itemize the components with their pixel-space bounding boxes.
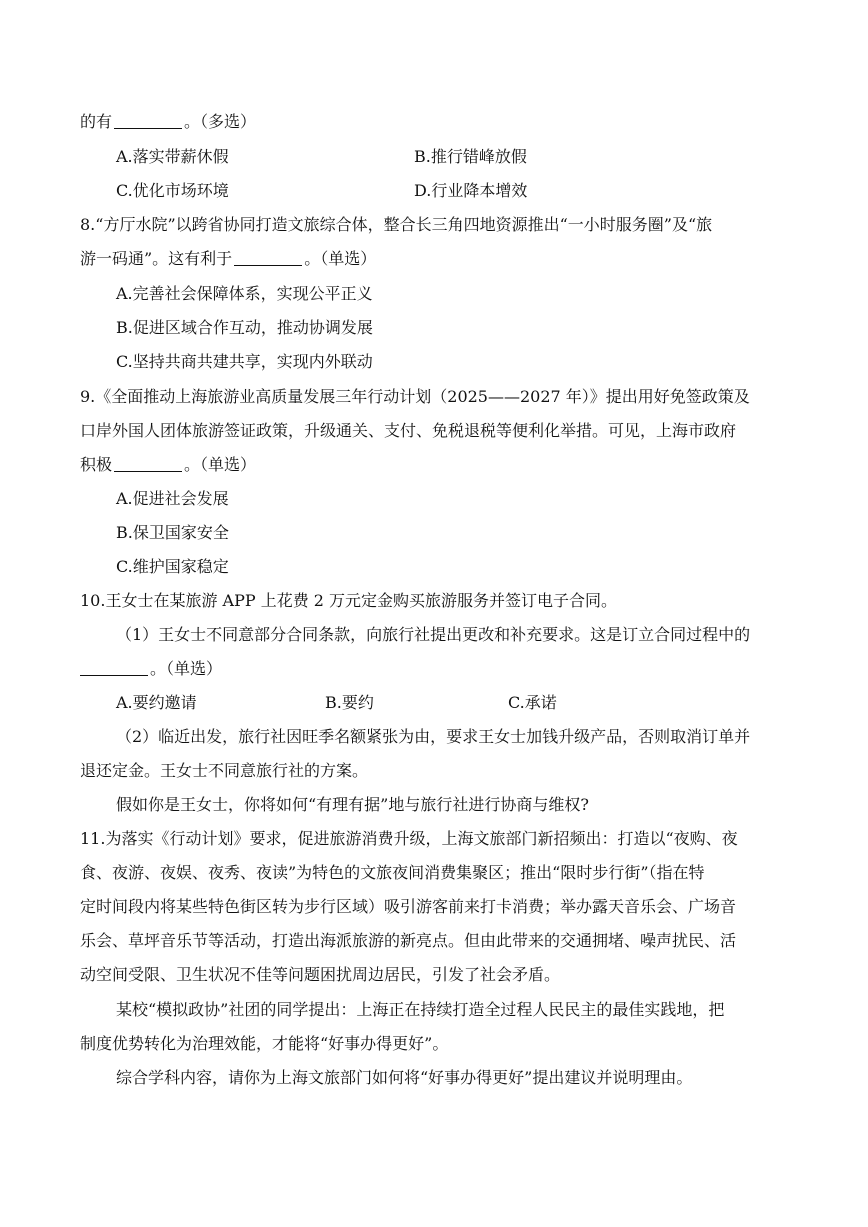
- answer-blank: [114, 112, 182, 129]
- q11-stem-line1: 11.为落实《行动计划》要求，促进旅游消费升级，上海文旅部门新招频出：打造以“夜购、夜: [80, 829, 738, 848]
- q7-option-d: D.行业降本增效: [414, 181, 528, 200]
- q10-option-a: A.要约邀请: [116, 693, 197, 712]
- q9-option-b: B.保卫国家安全: [116, 523, 229, 542]
- q8-stem-line1: 8.“方厅水院”以跨省协同打造文旅综合体，整合长三角四地资源推出“一小时服务圈”及“旅: [80, 215, 713, 234]
- q11-para2-line2: 制度优势转化为治理效能，才能将“好事办得更好”。: [80, 1034, 449, 1053]
- q11-stem-line4: 乐会、草坪音乐节等活动，打造出海派旅游的新亮点。但由此带来的交通拥堵、噪声扰民、活: [80, 931, 737, 950]
- answer-blank: [114, 455, 182, 472]
- q11-stem-line5: 动空间受限、卫生状况不佳等问题困扰周边居民，引发了社会矛盾。: [80, 965, 561, 984]
- q11-stem-line3: 定时间段内将某些特色街区转为步行区域）吸引游客前来打卡消费；举办露天音乐会、广场音: [80, 897, 737, 916]
- answer-blank: [234, 249, 302, 266]
- answer-blank: [80, 659, 148, 676]
- q10-stem: 10.王女士在某旅游 APP 上花费 2 万元定金购买旅游服务并签订电子合同。: [80, 591, 618, 610]
- q9-stem-line2: 口岸外国人团体旅游签证政策，升级通关、支付、免税退税等便利化举措。可见，上海市政府: [80, 421, 737, 440]
- q8-option-b: B.促进区域合作互动，推动协调发展: [116, 318, 373, 337]
- q10-sub1-line2: 。（单选）: [80, 659, 222, 679]
- q7-option-a: A.落实带薪休假: [116, 147, 229, 166]
- q10-option-c: C.承诺: [508, 693, 557, 712]
- q10-sub2-line2: 退还定金。王女士不同意旅行社的方案。: [80, 761, 369, 780]
- q9-stem-line3: 积极 。（单选）: [80, 455, 257, 474]
- q10-sub2-line1: （2）临近出发，旅行社因旺季名额紧张为由，要求王女士加钱升级产品，否则取消订单并: [116, 727, 751, 746]
- q7-option-c: C.优化市场环境: [116, 181, 229, 200]
- q11-para2-line1: 某校“模拟政协”社团的同学提出：上海正在持续打造全过程人民民主的最佳实践地，把: [116, 1000, 725, 1019]
- q9-option-c: C.维护国家稳定: [116, 557, 229, 576]
- q9-option-a: A.促进社会发展: [116, 489, 229, 508]
- q10-sub1-line1: （1）王女士不同意部分合同条款，向旅行社提出更改和补充要求。这是订立合同过程中的: [116, 625, 751, 644]
- q10-sub2-line3: 假如你是王女士，你将如何“有理有据”地与旅行社进行协商与维权?: [116, 795, 589, 814]
- q11-stem-line2: 食、夜游、夜娱、夜秀、夜读”为特色的文旅夜间消费集聚区；推出“限时步行街”（指在特: [80, 863, 705, 882]
- q7-tail-line: 的有 。（多选）: [80, 112, 257, 131]
- q8-option-c: C.坚持共商共建共享，实现内外联动: [116, 352, 373, 371]
- q11-para3: 综合学科内容，请你为上海文旅部门如何将“好事办得更好”提出建议并说明理由。: [116, 1068, 693, 1087]
- q10-option-b: B.要约: [325, 693, 374, 712]
- q8-option-a: A.完善社会保障体系，实现公平正义: [116, 284, 373, 303]
- q7-option-b: B.推行错峰放假: [414, 147, 527, 166]
- q9-stem-line1: 9.《全面推动上海旅游业高质量发展三年行动计划（2025——2027 年）》提出用好免签政策及: [80, 387, 750, 406]
- q8-stem-line2: 游一码通”。这有利于 。（单选）: [80, 249, 377, 268]
